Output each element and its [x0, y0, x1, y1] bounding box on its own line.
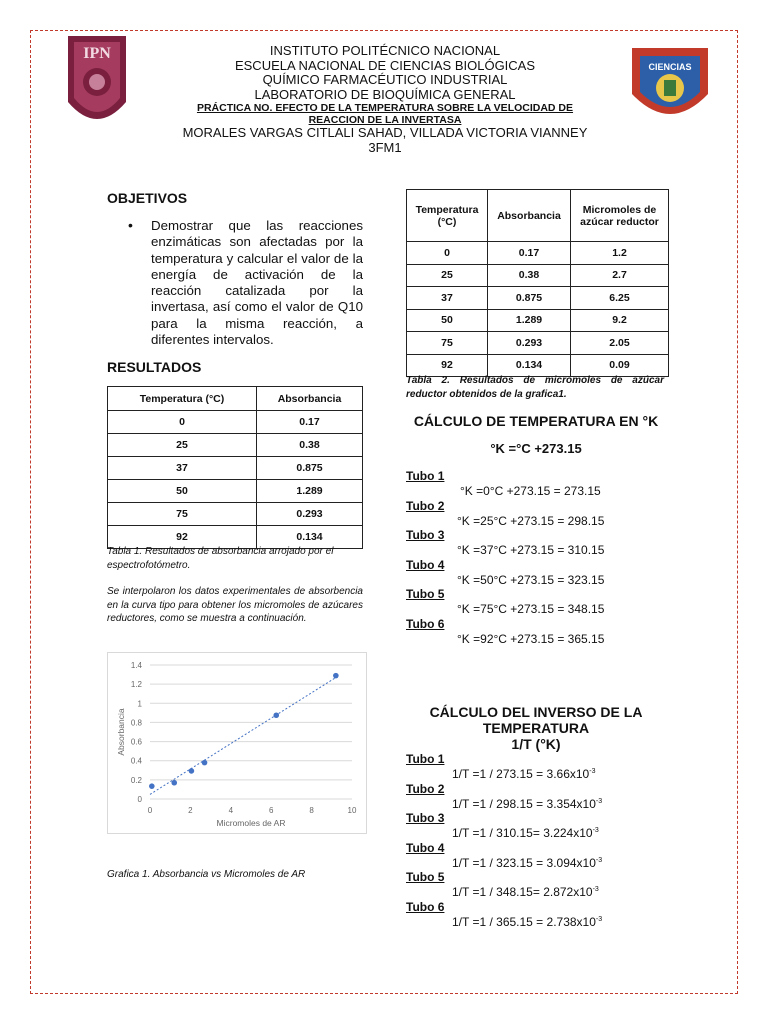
header-line: LABORATORIO DE BIOQUÍMICA GENERAL: [254, 86, 516, 102]
table-cell: 0.134: [488, 354, 571, 377]
table-cell: 0.09: [571, 354, 669, 377]
temp-calc-expression: °K =75°C +273.15 = 348.15: [457, 602, 605, 617]
data-point: [189, 768, 195, 774]
table-cell: 9.2: [571, 309, 669, 332]
table-cell: 2.05: [571, 332, 669, 355]
inv-calc-expr: 1/T =1 / 365.15 =: [452, 915, 544, 929]
inv-calc-expression: [452, 797, 602, 811]
tubo-label: Tubo 4: [406, 840, 445, 855]
resultados-title: RESULTADOS: [107, 359, 202, 375]
encb-logo-text: CIENCIAS: [648, 62, 692, 72]
inv-calc-expr: 1/T =1 / 273.15 =: [452, 767, 544, 781]
inv-calc-exponent: -3: [592, 827, 599, 835]
absorbance-chart: [108, 653, 366, 833]
table-row: [108, 480, 363, 503]
inv-calc-expr: 1/T =1 / 323.15 =: [452, 855, 544, 870]
tubo-label: Tubo 6: [406, 900, 445, 914]
table-cell: 0: [407, 242, 488, 265]
y-tick-label: 1: [137, 699, 142, 709]
objetivos-title: OBJETIVOS: [107, 190, 188, 206]
tubo-label: Tubo 6: [406, 617, 445, 631]
table-row: [407, 287, 669, 310]
data-point: [333, 673, 339, 679]
tubo-label: Tubo 5: [406, 587, 445, 602]
table-header: Micromoles de azúcar reductor: [571, 190, 669, 242]
temp-calc-expression: °K =50°C +273.15 = 323.15: [457, 572, 605, 587]
table-cell: 75: [108, 503, 257, 526]
table-cell: 92: [407, 354, 488, 377]
x-axis-label: Micromoles de AR: [216, 818, 286, 828]
table-cell: 0: [108, 411, 257, 434]
temp-calc-expression: °K =25°C +273.15 = 298.15: [457, 513, 605, 528]
inv-calc-expression: [452, 856, 602, 870]
table-cell: 0.38: [257, 434, 363, 457]
table-header: Absorbancia: [257, 387, 363, 411]
inv-calc-result: 2.738x10: [546, 915, 596, 929]
group: 3FM1: [368, 139, 402, 155]
x-tick-label: 8: [309, 806, 314, 815]
tubo-label: Tubo 1: [406, 469, 445, 483]
trendline: [150, 678, 336, 795]
table1-caption: Tabla 1. Resultados de absorbancia arrojado por el espectrofotómetro.: [107, 546, 334, 571]
y-tick-label: 1.2: [130, 680, 142, 690]
y-axis-label: Absorbancia: [116, 708, 126, 756]
inv-calc-exponent: -3: [589, 768, 596, 775]
data-point: [202, 760, 208, 766]
inv-calc-expression: [452, 915, 602, 929]
inv-calc-expr: 1/T =1 / 310.15=: [452, 826, 540, 841]
x-tick-label: 0: [147, 806, 153, 815]
table-header: Temperatura (°C): [407, 190, 488, 242]
inv-calc-expression: [452, 767, 595, 781]
x-tick-label: 2: [188, 806, 193, 815]
table-cell: 50: [108, 480, 257, 503]
data-point: [149, 783, 155, 789]
table-cell: 92: [108, 526, 257, 549]
y-tick-label: 0: [137, 795, 142, 804]
chart-caption: Grafica 1. Absorbancia vs Micromoles de AR: [107, 869, 306, 880]
table-cell: 1.289: [488, 309, 571, 332]
data-point: [273, 712, 279, 718]
table-cell: 1.289: [257, 480, 363, 503]
inv-calc-exponent: -3: [592, 886, 599, 894]
bullet-icon: •: [128, 217, 133, 233]
x-tick-label: 4: [228, 806, 234, 815]
temp-calc-expression: °K =37°C +273.15 = 310.15: [457, 543, 605, 558]
table-cell: 0.293: [488, 332, 571, 355]
table-cell: 0.875: [257, 457, 363, 480]
table-micromoles: [406, 189, 669, 377]
table-cell: 25: [108, 434, 257, 457]
y-tick-label: 0.6: [130, 737, 142, 747]
header-line: INSTITUTO POLITÉCNICO NACIONAL: [269, 43, 501, 58]
inv-calc-expression: [452, 826, 599, 840]
inv-calc-exponent: -3: [595, 797, 603, 805]
table-row: [407, 264, 669, 287]
objetivo-text: Demostrar que las reacciones enzimáticas son afectadas por la temperatura y calcular el valor de la energía de activación de la reacción catalizada por la invertasa, así como el valor de Q10 para la misma reacción, a diferentes intervalos.: [151, 218, 363, 348]
y-tick-label: 0.2: [130, 775, 142, 785]
table-row: [407, 309, 669, 332]
table-cell: 6.25: [571, 287, 669, 310]
calc-inv-title-line: 1/T (°K): [511, 736, 561, 752]
inv-calc-expr: 1/T =1 / 348.15=: [452, 885, 540, 900]
inv-calc-result: 2.872x10: [543, 885, 593, 900]
table-cell: 0.17: [257, 411, 363, 434]
chart-container: [107, 652, 367, 834]
calc-inv-title-line: CÁLCULO DEL INVERSO DE LA: [429, 704, 643, 720]
practice-title: PRÁCTICA NO. EFECTO DE LA TEMPERATURA SOBRE LA VELOCIDAD DE: [196, 102, 574, 114]
table-cell: 2.7: [571, 264, 669, 287]
table-row: [407, 242, 669, 265]
y-tick-label: 0.8: [130, 718, 142, 728]
inv-calc-exponent: -3: [595, 916, 603, 923]
tubo-label: Tubo 3: [406, 811, 445, 826]
inv-calc-exponent: -3: [595, 856, 603, 864]
table-cell: 37: [407, 287, 488, 310]
x-tick-label: 10: [347, 806, 357, 815]
inv-calc-result: 3.094x10: [546, 855, 596, 870]
table-cell: 0.38: [488, 264, 571, 287]
table2-caption: Tabla 2. Resultados de micromoles de azúcar reductor obtenidos de la grafica1.: [406, 375, 664, 400]
table-cell: 50: [407, 309, 488, 332]
table-cell: 0.293: [257, 503, 363, 526]
table-cell: 0.17: [488, 242, 571, 265]
table-absorbancia: [107, 386, 363, 549]
inv-calc-result: 3.354x10: [546, 796, 596, 811]
calc-temp-formula: °K =°C +273.15: [490, 441, 582, 456]
tubo-label: Tubo 2: [406, 781, 445, 796]
y-tick-label: 0.4: [130, 756, 142, 766]
encb-logo: [628, 44, 712, 130]
table-cell: 1.2: [571, 242, 669, 265]
header-line: QUÍMICO FARMACÉUTICO INDUSTRIAL: [262, 72, 508, 87]
tubo-label: Tubo 1: [406, 752, 445, 766]
ipn-logo: [62, 32, 132, 138]
inv-calc-result: 3.224x10: [543, 826, 593, 841]
x-tick-label: 6: [268, 806, 274, 815]
table-header: Absorbancia: [488, 190, 571, 242]
inv-calc-result: 3.66x10: [546, 767, 590, 781]
table-cell: 37: [108, 457, 257, 480]
temp-calc-expression: °K =92°C +273.15 = 365.15: [457, 632, 605, 646]
tubo-label: Tubo 2: [406, 498, 445, 513]
inv-calc-expression: [452, 885, 599, 899]
tubo-label: Tubo 3: [406, 528, 445, 543]
table-row: [108, 434, 363, 457]
data-point: [171, 780, 177, 786]
inv-calc-expr: 1/T =1 / 298.15 =: [452, 796, 544, 811]
tubo-label: Tubo 4: [406, 557, 445, 572]
calc-inv-title: [406, 704, 666, 752]
calc-temp-title: CÁLCULO DE TEMPERATURA EN °K: [413, 413, 659, 429]
interpolation-text: Se interpolaron los datos experimentales de absorbencia en la curva tipo para obtener los micromoles de azúcares reductores, como se muestra a continuación.: [107, 586, 363, 624]
table-header: Temperatura (°C): [108, 387, 257, 411]
table-cell: 75: [407, 332, 488, 355]
table-row: [108, 503, 363, 526]
header-line: ESCUELA NACIONAL DE CIENCIAS BIOLÓGICAS: [234, 57, 536, 73]
temp-calc-expression: °K =0°C +273.15 = 273.15: [460, 484, 601, 498]
tubo-label: Tubo 5: [406, 870, 445, 885]
table-row: [108, 411, 363, 434]
practice-title-cont: REACCION DE LA INVERTASA: [308, 114, 462, 126]
authors: MORALES VARGAS CITLALI SAHAD, VILLADA VICTORIA VIANNEY: [182, 125, 588, 140]
table-cell: 0.875: [488, 287, 571, 310]
y-tick-label: 1.4: [130, 661, 142, 670]
table-row: [108, 457, 363, 480]
table-row: [407, 332, 669, 355]
table-cell: 0.134: [257, 526, 363, 549]
table-cell: 25: [407, 264, 488, 287]
calc-inv-title-line: TEMPERATURA: [482, 720, 590, 736]
document-header: [150, 44, 620, 155]
ipn-logo-text: IPN: [83, 45, 111, 62]
